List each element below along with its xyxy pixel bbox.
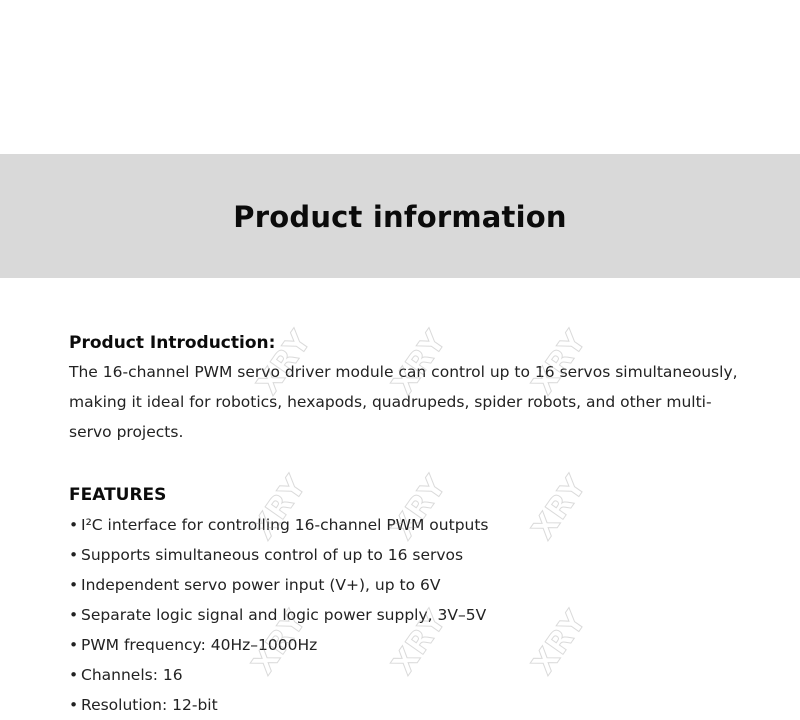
bullet-icon: •	[69, 516, 79, 534]
features-heading: FEATURES	[69, 485, 167, 505]
bullet-icon: •	[69, 576, 79, 594]
feature-item: • I²C interface for controlling 16-channel PWM outputs	[69, 510, 800, 540]
watermark: XRY	[525, 469, 594, 546]
content-area	[0, 278, 800, 720]
watermark: XRY	[385, 604, 454, 681]
top-whitespace	[0, 0, 800, 154]
feature-item: • PWM frequency: 40Hz–1000Hz	[69, 630, 800, 660]
feature-item: • Independent servo power input (V+), up to 6V	[69, 570, 800, 600]
feature-item: • Separate logic signal and logic power supply, 3V–5V	[69, 600, 800, 630]
watermark: XRY	[525, 604, 594, 681]
bullet-icon: •	[69, 696, 79, 714]
feature-item: • Supports simultaneous control of up to 16 servos	[69, 540, 800, 570]
watermark: XRY	[525, 324, 594, 401]
watermark: XRY	[385, 324, 454, 401]
watermark: XRY	[245, 604, 314, 681]
bullet-icon: •	[69, 606, 79, 624]
page-title: Product information	[233, 200, 567, 234]
intro-heading: Product Introduction:	[69, 333, 276, 353]
feature-item: • Channels: 16	[69, 660, 800, 690]
section-banner	[0, 154, 800, 278]
feature-item: • Resolution: 12-bit	[69, 690, 800, 720]
watermark: XRY	[245, 469, 314, 546]
bullet-icon: •	[69, 666, 79, 684]
feature-list	[69, 510, 800, 720]
bullet-icon: •	[69, 546, 79, 564]
bullet-icon: •	[69, 636, 79, 654]
watermark: XRY	[385, 469, 454, 546]
intro-paragraph: The 16-channel PWM servo driver module can control up to 16 servos simultaneously, making it ideal for robotics, hexapods, quadrupeds, spider robots, and other multi-servo projects.	[69, 363, 738, 441]
watermark: XRY	[250, 324, 319, 401]
